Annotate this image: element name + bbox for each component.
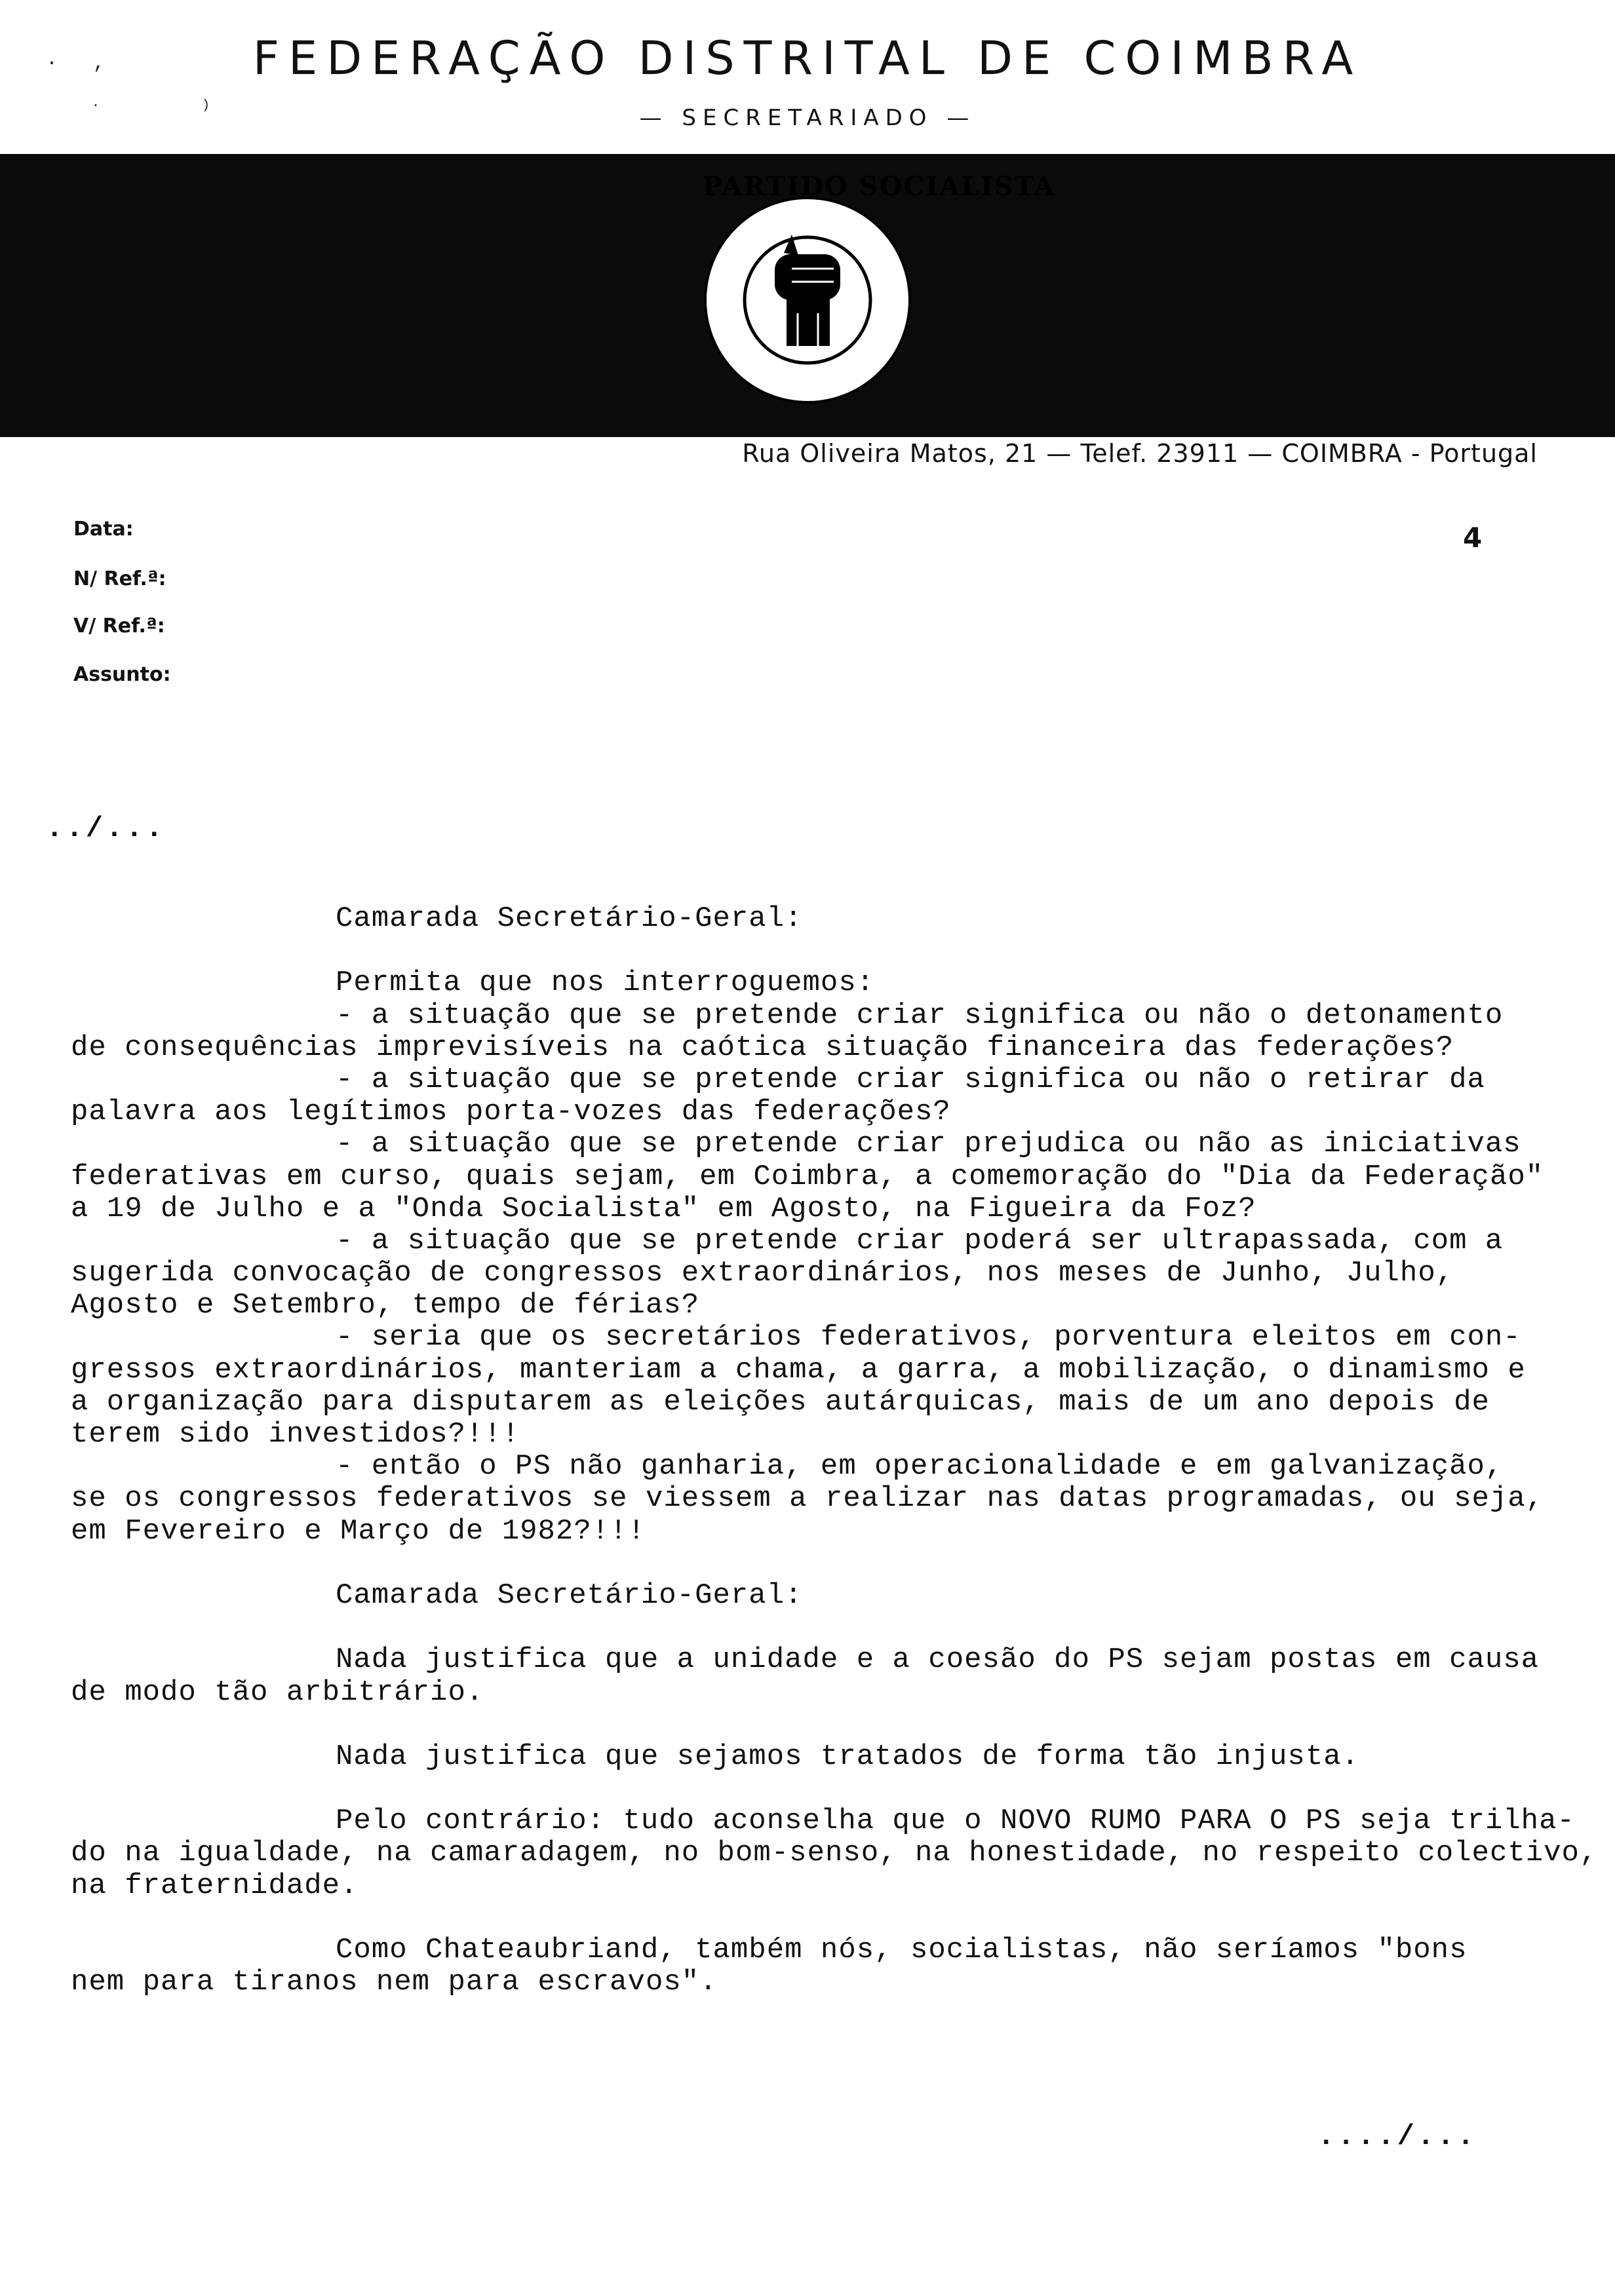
blank-line [71, 935, 1578, 967]
page-number: 4 [1463, 522, 1483, 554]
continuation-mark-top: ../... [46, 813, 166, 845]
letter-line: - seria que os secretários federativos, porventura eleitos em con- [336, 1321, 1521, 1354]
letter-line: nem para tiranos nem para escravos". [71, 1966, 718, 1999]
letter-line: - a situação que se pretende criar poderá ser ultrapassada, com a [336, 1224, 1504, 1257]
letter-line: Agosto e Setembro, tempo de férias? [71, 1289, 700, 1322]
blank-line [71, 1902, 1578, 1934]
letter-line: sugerida convocação de congressos extraordinários, nos meses de Junho, Julho, [71, 1257, 1454, 1290]
letter-line: Camarada Secretário-Geral: [336, 1578, 803, 1612]
department-name: — SECRETARIADO — [639, 105, 976, 131]
print-specks: · ) [92, 98, 210, 113]
address-line: Rua Oliveira Matos, 21 — Telef. 23911 — COIMBRA - Portugal [742, 439, 1538, 468]
date-label: Data: [73, 518, 134, 541]
subject-label: Assunto: [73, 663, 171, 686]
letter-line: se os congressos federativos se viessem a realizar nas datas programadas, ou seja, [71, 1482, 1544, 1516]
letter-line: gressos extraordinários, manteriam a chama, a garra, a mobilização, o dinamismo e [71, 1353, 1526, 1387]
letter-line: Permita que nos interroguemos: [336, 966, 875, 1000]
letter-line: Pelo contrário: tudo aconselha que o NOVO RUMO PARA O PS seja trilha- [336, 1805, 1575, 1838]
letter-line: terem sido investidos?!!! [71, 1418, 520, 1451]
continuation-mark-bottom: ..../... [1317, 2120, 1477, 2153]
letter-line: - a situação que se pretende criar significa ou não o retirar da [336, 1063, 1485, 1096]
letter-line: palavra aos legítimos porta-vozes das federações? [71, 1096, 951, 1129]
letter-line: de consequências imprevisíveis na caótica situação financeira das federações? [71, 1031, 1454, 1064]
letter-line: Nada justifica que a unidade e a coesão do PS sejam postas em causa [336, 1643, 1540, 1677]
your-ref-label: V/ Ref.ª: [73, 615, 165, 638]
letter-line: - então o PS não ganharia, em operacionalidade e em galvanização, [336, 1450, 1504, 1483]
letter-line: em Fevereiro e Março de 1982?!!! [71, 1514, 646, 1548]
blank-line [71, 1548, 1578, 1580]
letter-line: federativas em curso, quais sejam, em Coimbra, a comemoração do "Dia da Federação" [71, 1160, 1544, 1193]
party-logo [703, 171, 1056, 405]
letter-line: Como Chateaubriand, também nós, socialistas, não seríamos "bons [336, 1934, 1468, 1966]
letter-body [71, 902, 1598, 1999]
letter-line: Camarada Secretário-Geral: [336, 902, 803, 935]
our-ref-label: N/ Ref.ª: [73, 567, 166, 590]
letter-line: de modo tão arbitrário. [71, 1675, 484, 1709]
letter-line: - a situação que se pretende criar prejudica ou não as iniciativas [336, 1128, 1521, 1161]
logo-ring-text: PARTIDO SOCIALISTA [703, 171, 1056, 202]
blank-line [71, 1612, 1578, 1644]
letter-line: a organização para disputarem as eleições autárquicas, mais de um ano depois de [71, 1385, 1490, 1419]
print-specks: · , [46, 52, 106, 75]
letter-line: na fraternidade. [71, 1869, 359, 1902]
letter-line: - a situação que se pretende criar significa ou não o detonamento [336, 999, 1504, 1032]
blank-line [71, 1773, 1578, 1805]
blank-line [71, 1709, 1578, 1741]
organization-name: FEDERAÇÃO DISTRITAL DE COIMBRA [252, 31, 1363, 85]
letter-line: do na igualdade, na camaradagem, no bom-senso, na honestidade, no respeito colectivo, [71, 1837, 1598, 1870]
letter-line: Nada justifica que sejamos tratados de forma tão injusta. [336, 1740, 1360, 1773]
letter-line: a 19 de Julho e a "Onda Socialista" em Agosto, na Figueira da Foz? [71, 1192, 1256, 1225]
